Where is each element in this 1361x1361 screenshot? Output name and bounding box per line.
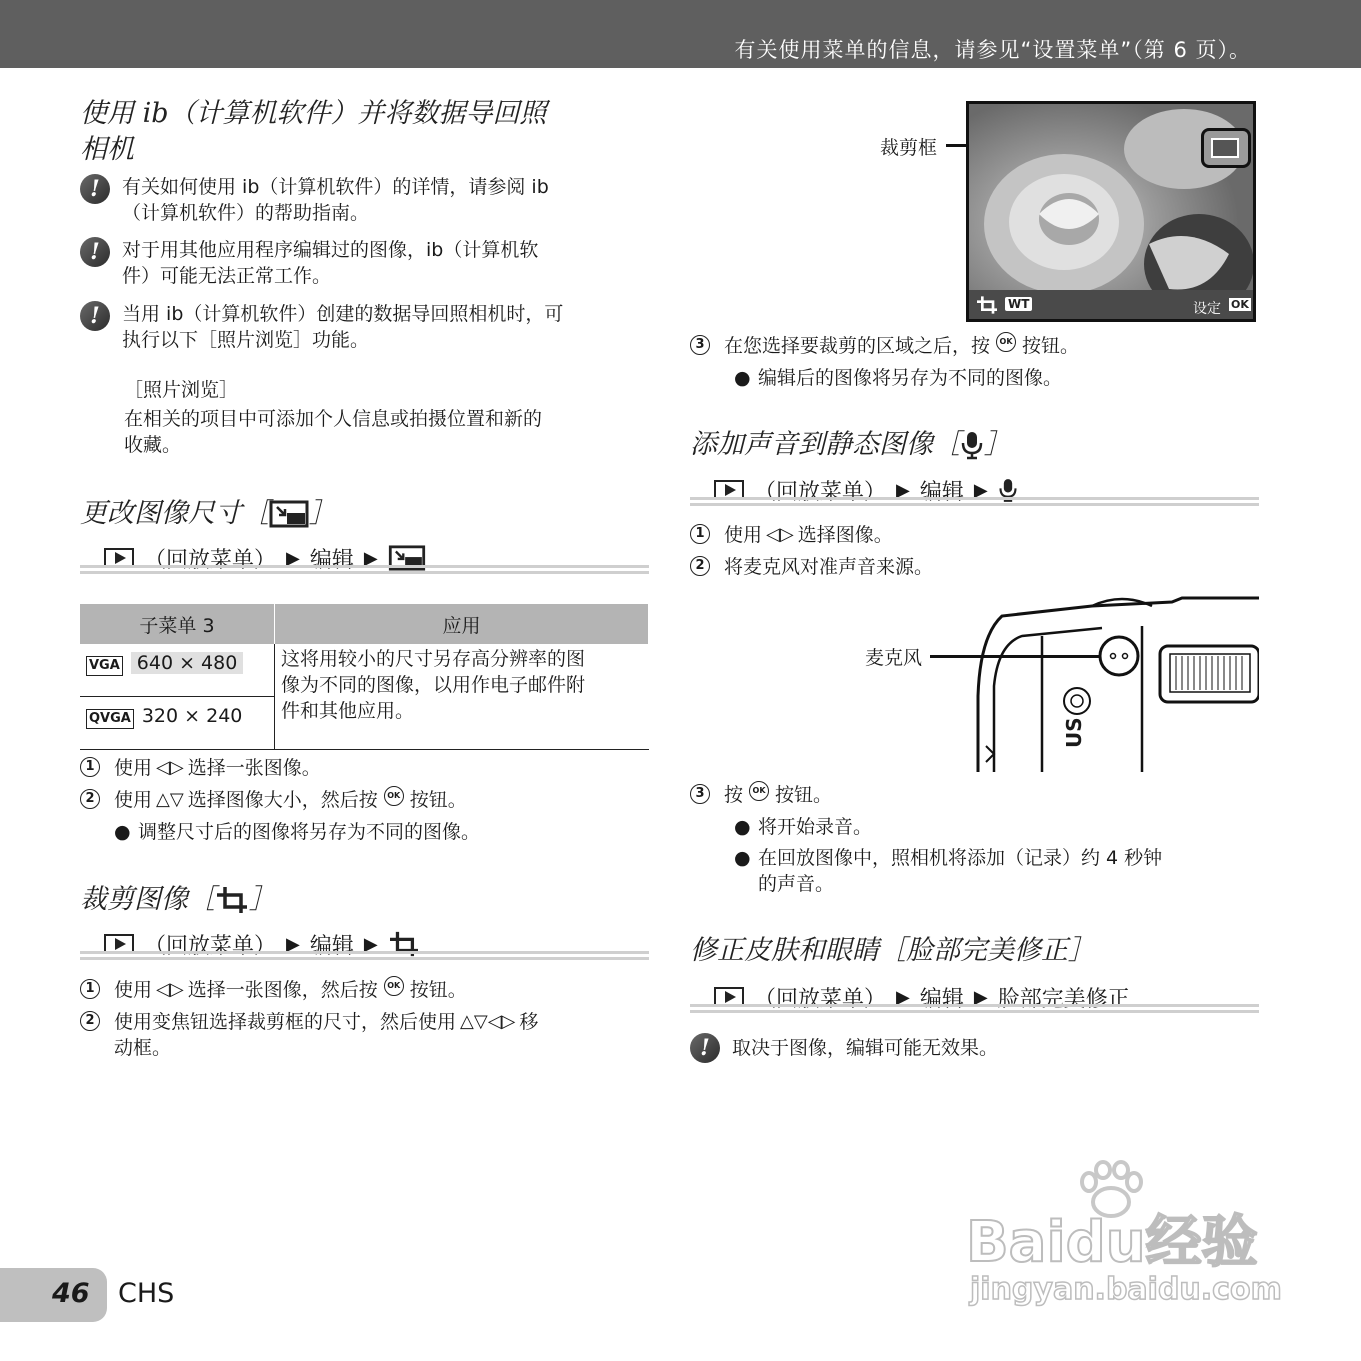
left-right-arrows-icon: ◁▷: [156, 979, 184, 1000]
arrow-right-icon: ▶: [363, 547, 378, 569]
caution-icon: !: [80, 301, 110, 331]
arrow-right-icon: ▶: [973, 479, 988, 501]
resize-section-title: 更改图像尺寸［ ］: [80, 498, 336, 529]
sound-bullet-2: ● 在回放图像中，照相机将添加（记录）约 4 秒钟: [734, 847, 1163, 869]
crop-bullet: ● 编辑后的图像将另存为不同的图像。: [734, 367, 1063, 389]
sound-bullet-2-line2: 的声音。: [758, 873, 835, 895]
crop-section-title: 裁剪图像［ ］: [80, 884, 276, 915]
camera-brand-text: US: [1062, 717, 1086, 748]
watermark-url: jingyan.baidu.com: [970, 1272, 1282, 1307]
microphone-label: 麦克风: [865, 647, 923, 669]
arrow-right-icon: ▶: [286, 547, 300, 569]
crop-step-2-line2: 动框。: [114, 1037, 172, 1059]
baidu-jingyan-watermark: [966, 1160, 1286, 1310]
sound-menu-path: （回放菜单） ▶ 编辑 ▶: [714, 475, 1018, 505]
photo-surfing-desc-line1: 在相关的项目中可添加个人信息或拍摄位置和新的: [124, 408, 543, 430]
set-label: 设定: [1193, 301, 1221, 317]
crop-frame-indicator: [1201, 128, 1251, 168]
ok-badge: OK: [1231, 298, 1249, 311]
ib-section-title-line2: 相机: [80, 134, 134, 165]
path-underline: [80, 565, 649, 574]
resize-icon: [269, 500, 309, 528]
photo-surfing-subtitle: ［照片浏览］: [124, 379, 239, 401]
face-section-title: 修正皮肤和眼睛［脸部完美修正］: [690, 935, 1095, 966]
face-menu-path: （回放菜单） ▶ 编辑 ▶ 脸部完美修正: [714, 982, 1130, 1012]
sound-bullet-1: ● 将开始录音。: [734, 816, 873, 838]
face-note: ! 取决于图像，编辑可能无效果。: [690, 1033, 998, 1063]
table-header-submenu: 子菜单 3: [80, 604, 275, 644]
path-underline: [80, 951, 649, 960]
arrow-right-icon: ▶: [286, 933, 300, 955]
up-down-arrows-icon: △▽: [156, 789, 184, 810]
language-code: CHS: [118, 1278, 175, 1309]
vga-icon: VGA: [86, 656, 123, 676]
ib-note-3-line1: 当用 ib（计算机软件）创建的数据导回照相机时，可: [122, 303, 564, 325]
crop-step-3: 3 在您选择要裁剪的区域之后，按 OK 按钮。: [690, 332, 1079, 360]
ib-note-3-line2: 执行以下［照片浏览］功能。: [122, 329, 370, 351]
watermark-du: du: [1065, 1210, 1146, 1275]
crop-icon: [975, 295, 999, 315]
crop-step-1: 1 使用 ◁▷ 选择一张图像，然后按 OK 按钮。: [80, 976, 467, 1004]
table-row: [80, 644, 649, 697]
step-number-2: 2: [690, 556, 710, 576]
path-underline: [690, 497, 1259, 506]
resize-step-1: 1 使用 ◁▷ 选择一张图像。: [80, 754, 321, 782]
table-header-row: [80, 604, 649, 644]
size-value: 640 × 480: [131, 652, 244, 674]
watermark-bai: Bai: [966, 1210, 1066, 1275]
ib-note-2-line1: 对于用其他应用程序编辑过的图像，ib（计算机软: [122, 239, 539, 261]
left-right-arrows-icon: ◁▷: [766, 524, 794, 545]
ib-note-1-line2: （计算机软件）的帮助指南。: [122, 202, 370, 224]
ib-note-3: [80, 301, 660, 353]
step-number-2: 2: [80, 789, 100, 809]
step-number-3: 3: [690, 784, 710, 804]
ib-note-2-line2: 件）可能无法正常工作。: [122, 265, 332, 287]
step-number-1: 1: [80, 757, 100, 777]
camera-screen-crop-preview: [966, 101, 1256, 322]
size-value: 320 × 240: [141, 705, 243, 727]
watermark-jingyan: 经验: [1145, 1210, 1258, 1275]
ib-note-2: [80, 237, 650, 289]
photo-surfing-desc-line2: 收藏。: [124, 434, 182, 456]
zoom-wt-badge: WT: [1005, 297, 1032, 311]
header-reference-text: 有关使用菜单的信息，请参见“设置菜单”（第 6 页）。: [734, 38, 1251, 62]
camera-top-illustration: [972, 596, 1259, 772]
resize-table: [80, 604, 649, 750]
resize-bullet: ● 调整尺寸后的图像将另存为不同的图像。: [114, 821, 481, 843]
sound-section-title: 添加声音到静态图像［ ］: [690, 429, 1011, 460]
caution-icon: !: [80, 237, 110, 267]
crop-step-2: 2 使用变焦钮选择裁剪框的尺寸，然后使用 △▽◁▷ 移: [80, 1008, 538, 1036]
microphone-icon: [960, 430, 984, 460]
ok-button-icon: OK: [749, 781, 769, 801]
caution-icon: !: [80, 174, 110, 204]
table-header-application: 应用: [275, 604, 649, 644]
ok-button-icon: OK: [996, 332, 1016, 352]
caution-icon: !: [690, 1033, 720, 1063]
sound-step-1: 1 使用 ◁▷ 选择图像。: [690, 521, 893, 549]
step-number-1: 1: [80, 979, 100, 999]
arrow-right-icon: ▶: [973, 986, 988, 1008]
qvga-icon: QVGA: [86, 709, 134, 729]
step-number-1: 1: [690, 524, 710, 544]
arrow-right-icon: ▶: [896, 479, 910, 501]
resize-menu-path: （回放菜单） ▶ 编辑 ▶: [104, 543, 426, 573]
left-right-arrows-icon: ◁▷: [156, 757, 184, 778]
arrow-right-icon: ▶: [363, 933, 378, 955]
step-number-3: 3: [690, 335, 710, 355]
sound-step-2: 2 将麦克风对准声音来源。: [690, 553, 933, 581]
table-description: 这将用较小的尺寸另存高分辨率的图 像为不同的图像，以用作电子邮件附 件和其他应用。: [275, 644, 649, 750]
sound-step-3: 3 按 OK 按钮。: [690, 781, 832, 809]
crop-menu-path: （回放菜单） ▶ 编辑 ▶: [104, 929, 420, 959]
ib-note-1: [80, 174, 650, 226]
page-number: 46: [52, 1278, 90, 1309]
resize-step-2: 2 使用 △▽ 选择图像大小，然后按 OK 按钮。: [80, 786, 467, 814]
ok-button-icon: OK: [384, 976, 404, 996]
ib-section-title-line1: 使用 ib（计算机软件）并将数据导回照: [80, 98, 547, 129]
step-number-2: 2: [80, 1011, 100, 1031]
ib-note-1-line1: 有关如何使用 ib（计算机软件）的详情，请参阅 ib: [122, 176, 549, 198]
crop-icon: [215, 885, 249, 915]
path-underline: [690, 1004, 1259, 1013]
ok-button-icon: OK: [384, 786, 404, 806]
four-way-arrows-icon: △▽◁▷: [460, 1011, 516, 1032]
crop-frame-label: 裁剪框: [880, 137, 938, 159]
arrow-right-icon: ▶: [896, 986, 910, 1008]
